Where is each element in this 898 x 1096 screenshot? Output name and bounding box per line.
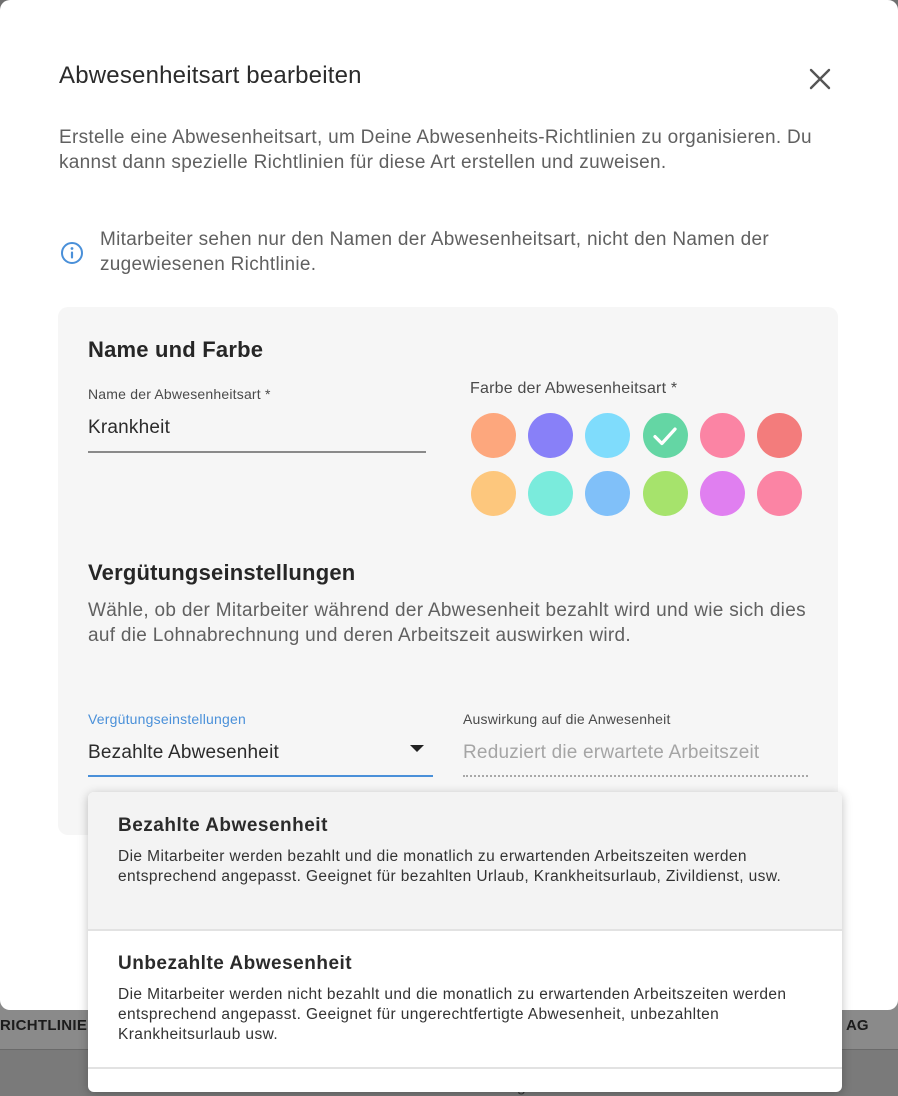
color-field-label: Farbe der Abwesenheitsart *: [470, 380, 678, 397]
dropdown-option-unpaid[interactable]: [88, 931, 842, 1067]
dropdown-divider: [88, 1067, 842, 1069]
chevron-down-icon[interactable]: [410, 745, 424, 752]
compensation-select-label: Vergütungseinstellungen: [88, 711, 246, 727]
background-header-left: RICHTLINIE: [0, 1017, 88, 1034]
compensation-description: Wähle, ob der Mitarbeiter während der Abwesenheit bezahlt wird und wie sich dies auf die Lohnabrechnung und deren Arbeitszeit auswirken wird.: [88, 600, 806, 646]
compensation-section-title: Vergütungseinstellungen: [88, 560, 356, 585]
compensation-dropdown-menu: [88, 792, 842, 1092]
name-section-title: Name und Farbe: [88, 337, 264, 362]
color-swatch[interactable]: [528, 471, 573, 516]
impact-field-label: Auswirkung auf die Anwesenheit: [463, 711, 671, 727]
color-swatch[interactable]: [471, 413, 516, 458]
settings-panel: [58, 307, 838, 835]
compensation-select-underline: [88, 775, 433, 777]
color-swatch[interactable]: [643, 413, 688, 458]
name-field-label: Name der Abwesenheitsart *: [88, 386, 271, 402]
option-title: Bezahlte Abwesenheit: [118, 815, 328, 836]
checkmark-icon: [650, 421, 680, 451]
option-description: Die Mitarbeiter werden bezahlt und die monatlich zu erwartenden Arbeitszeiten werden entsprechend angepasst. Geeignet für bezahlten Urlaub, Krankheitsurlaub, Zivildienst, usw.: [118, 848, 782, 885]
close-button[interactable]: [804, 63, 836, 95]
color-swatch[interactable]: [700, 471, 745, 516]
info-text: Mitarbeiter sehen nur den Namen der Abwesenheitsart, nicht den Namen der zugewiesenen Richtlinie.: [100, 229, 770, 275]
color-swatch[interactable]: [643, 471, 688, 516]
color-swatch[interactable]: [471, 471, 516, 516]
background-header-right: AG: [846, 1017, 869, 1034]
info-icon: [60, 241, 84, 265]
color-swatch[interactable]: [757, 413, 802, 458]
name-input-underline: [88, 451, 426, 453]
compensation-select[interactable]: Bezahlte Abwesenheit: [88, 742, 279, 763]
close-icon: [808, 67, 832, 91]
color-swatch[interactable]: [528, 413, 573, 458]
option-description: Die Mitarbeiter werden nicht bezahlt und die monatlich zu erwartenden Arbeitszeiten werden entsprechend angepasst. Geeignet für ungerechtfertigte Abwesenheit, unbezahlten Krankheitsurlaub usw.: [118, 986, 787, 1043]
color-swatch[interactable]: [757, 471, 802, 516]
option-title: Unbezahlte Abwesenheit: [118, 953, 353, 974]
impact-field-value: Reduziert die erwartete Arbeitszeit: [463, 742, 760, 763]
color-swatch[interactable]: [700, 413, 745, 458]
impact-field-underline: [463, 775, 808, 777]
dropdown-option-paid[interactable]: [88, 792, 842, 929]
modal-intro-text: Erstelle eine Abwesenheitsart, um Deine Abwesenheits-Richtlinien zu organisieren. Du kannst dann spezielle Richtlinien für diese Art erstellen und zuweisen.: [59, 127, 812, 173]
color-swatch[interactable]: [585, 471, 630, 516]
name-input[interactable]: Krankheit: [88, 417, 171, 438]
color-swatch[interactable]: [585, 413, 630, 458]
modal-title: Abwesenheitsart bearbeiten: [59, 62, 362, 89]
